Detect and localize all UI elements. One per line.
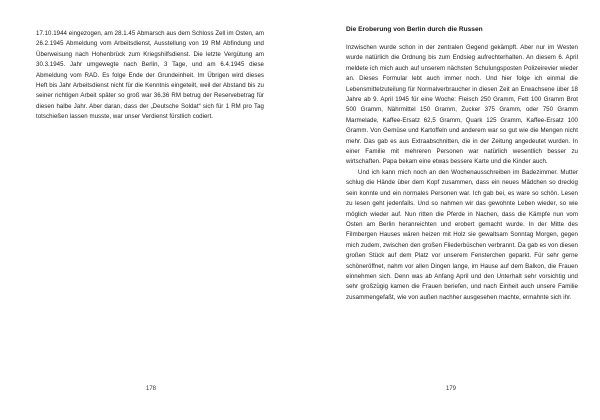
chapter-heading: Die Eroberung von Berlin durch die Russen [346, 26, 483, 33]
left-page-number: 178 [146, 386, 157, 392]
left-page-text [36, 29, 264, 123]
right-page [300, 0, 600, 420]
right-paragraph-2: Und ich kann mich noch an den Wochenausschreiben im Badezimmer. Mutter schlug die Hände über dem Kopf zusammen, dass ein neues Mädchen so dreckig sein konnte und ein normales Personen war. Ich gab bei, es ware so schön. Lesen zu lesen geht jedenfalls. Und so nahmen wir das gewohnte Leben wieder, so wie möglich wieder auf. Nun ritten die Pferde in Nachen, dass die Kämpfe nun vom Osten am Berlin heranreichten und erobert gemacht wurde. In der Mitte des Filmbergen Hauses wären heizen mit Holz sie gewaltsam Sonntag Morgen, gegen mich zudem, zwischen den großen Fliederbüschen verbrannt. Da gab es von diesen großen Stück auf dem Platz vor unserem Fensterchen geparkt. Für sehr gerne schöneröffnet, nahm vor allen Dingen lange, im Hause auf dem Balkon, die Frauen einnehmen sich. Denn was ab Anfang April und den Unterhalt sehr vorsichtig und sehr großzügig kamen die Frauen beriefen, und nach Einheit auch unsere Familie zusammengefaßt, wie von außen nachher ausgesehen machte, ermahnte sich ihr. [346, 168, 578, 301]
left-paragraph: 17.10.1944 eingezogen, am 28.1.45 Abmarsch aus dem Schloss Zell im Osten, am 26.2.1945 Abmeldung vom Arbeitsdienst, Ausstellung von 19 RM Abfindung und Überweisung nach Hohenbrück zum Kriegshilfsdienst. Die letzte Vergütung am 30.3.1945. Jahr umgewegte nach Berlin, 3 Tage, und am 6.4.1945 diese Abmeldung vom RAD. Es folge Ende der Grundeinheit. Im Übrigen wird dieses Heft bis Jahr Arbeitsdienst nicht für die Kenntnis eingeteilt, weil der Abstand bis zu seiner richtigen Arbeit später so groß war 36.36 RM betrug der Reservebetrag für diesen halbe Jahr. Aber daran, dass der „Deutsche Soldat“ sich für 1 RM pro Tag totschießen lassen musste, war unser Verdienst fürstlich codiert. [36, 30, 264, 121]
right-page-number: 179 [446, 386, 457, 392]
right-page-text [346, 43, 578, 303]
right-paragraph-1: Inzwischen wurde schon in der zentralen Gegend gekämpft. Aber nur im Westen wurde natürlich die Ordnung bis zum Endsieg aufrechterhalten. An diesem 6. April meldete ich mich auch auf unserem nächsten Schulungsposten Polizeirevier wieder an. Dieses Formular lebt auch immer noch. Und hier folge ich einmal die Lebensmittelzuteilung für Normalverbraucher in diesen Zeit an Erwachsene über 18 Jahre ab 9. April 1945 für eine Woche: Fleisch 250 Gramm, Fett 100 Gramm Brot 500 Gramm, Nährmittel 150 Gramm, Zucker 375 Gramm, oder 750 Gramm Marmelade, Kaffee-Ersatz 62,5 Gramm, Quark 125 Gramm, Kaffee-Ersatz 100 Gramm. Von Gemüse und Kartoffeln und anderem war so gut wie die Mengen nicht mehr. Das gab es aus Extraabschnitten, die in der Zeitung angedeutet wurden. In einer Familie mit mehreren Personen war natürlich wesentlich besser zu wirtschaften. Papa bekam eine etwas bessere Karte und die Kinder auch. [346, 44, 578, 166]
